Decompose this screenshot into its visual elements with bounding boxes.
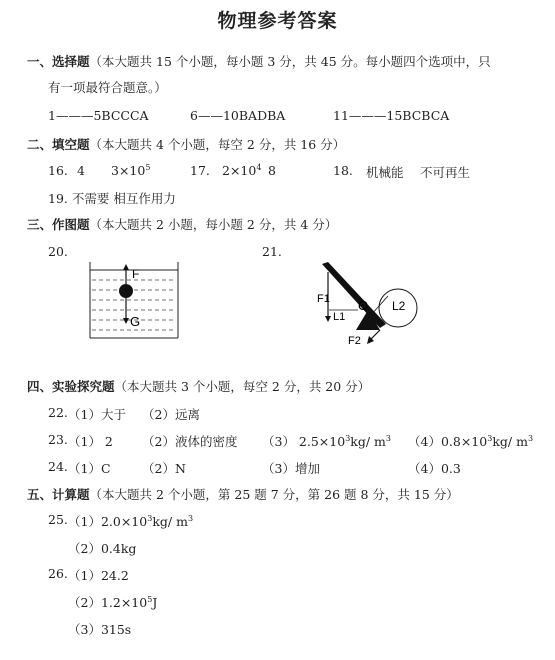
q25-answer-1: $(1)2.0\times 10^3kg/$ $m^3$ [68, 513, 194, 529]
page-title: 物理参考答案 [217, 10, 338, 32]
fig20-label-g: G [130, 314, 141, 329]
section-5-header [27, 485, 459, 503]
fig21-label-f2: F2 [348, 335, 361, 347]
section-2-note: （本大题共 4 个小题，每空 2 分，共 16 分） [89, 137, 346, 152]
section-4-note: （本大题共 3 个小题，每空 2 分，共 20 分） [114, 379, 371, 394]
fig21-label-o: O [358, 298, 369, 313]
q20-number: 20. [48, 244, 68, 259]
ball-shape [119, 284, 133, 298]
lever-bar [322, 262, 386, 328]
q26-answer-2: $(2)1.2\times 10^5J$ [68, 594, 158, 610]
q18-answer-2: 不可再生 [420, 165, 471, 180]
q16-answer-1: 4 [77, 163, 85, 178]
section-1-note-line2: 有一项最符合题意。） [48, 80, 167, 95]
q26-answer-3: （3）315s [68, 622, 132, 637]
section-1-note: （本大题共 15 个小题，每小题 3 分，共 45 分。每小题四个选项中，只 [89, 54, 491, 69]
section-4-header [27, 377, 370, 395]
q18-answer-1: 机械能 [366, 165, 404, 180]
q23-answer-4: $(4)0.8\times 10^3kg/$ $m^3$ [408, 433, 534, 449]
fig21-label-l1: L1 [333, 311, 346, 323]
fig21-label-f1: F1 [317, 293, 330, 305]
section-5-heading: 五、计算题 [27, 487, 90, 502]
section-4-heading: 四、实验探究题 [27, 379, 115, 394]
section-3-note: （本大题共 2 小题，每小题 2 分，共 4 分） [89, 217, 338, 232]
q23-answer-3: （3） $2.5\times 10^3kg/$ $m^3$ [262, 433, 391, 449]
q16-number: 16. [48, 163, 68, 178]
q23-answer-2: （2）液体的密度 [142, 434, 238, 449]
answer-1-5: 1———5BCCCA [48, 108, 149, 123]
q25-number: 25. [48, 512, 68, 527]
q25-answer-2: （2）0.4kg [68, 541, 137, 556]
q22-answer-2: （2）远离 [142, 407, 200, 422]
q26-answer-1: （1）24.2 [68, 568, 129, 583]
q16-answer-2: $3\times 10^5$ [111, 162, 151, 178]
section-3-heading: 三、作图题 [27, 217, 90, 232]
q24-answer-1: （1）C [68, 461, 111, 476]
section-1-heading: 一、选择题 [27, 54, 90, 69]
fig20-label-f: F [132, 267, 140, 281]
q17-answer-1: $2\times 10^4$ [222, 162, 262, 178]
q24-answer-4: （4）0.3 [408, 461, 461, 476]
q23-answer-1: （1） 2 [68, 434, 113, 449]
q22-number: 22. [48, 405, 68, 420]
q19-answer: 19. 不需要 相互作用力 [48, 191, 176, 206]
section-3-header [27, 215, 337, 233]
q23-number: 23. [48, 432, 68, 447]
section-2-heading: 二、填空题 [27, 137, 90, 152]
q17-answer-2: 8 [268, 163, 276, 178]
section-5-note: （本大题共 2 个小题，第 25 题 7 分，第 26 题 8 分，共 15 分） [89, 487, 459, 502]
q26-number: 26. [48, 566, 68, 581]
answer-11-15: 11———15BCBCA [333, 108, 450, 123]
answer-6-10: 6——10BADBA [190, 108, 286, 123]
section-1-header [27, 52, 491, 70]
q24-number: 24. [48, 459, 68, 474]
q18-number: 18. [333, 163, 353, 178]
fig21-label-l2: L2 [392, 299, 406, 313]
figure-20-buoyancy [88, 258, 180, 340]
q21-number: 21. [262, 244, 282, 259]
section-2-header [27, 135, 345, 153]
q22-answer-1: （1）大于 [68, 407, 126, 422]
q24-answer-2: （2）N [142, 461, 186, 476]
q24-answer-3: （3）增加 [262, 461, 320, 476]
figure-21-lever [308, 258, 426, 348]
q17-number: 17. [190, 163, 210, 178]
